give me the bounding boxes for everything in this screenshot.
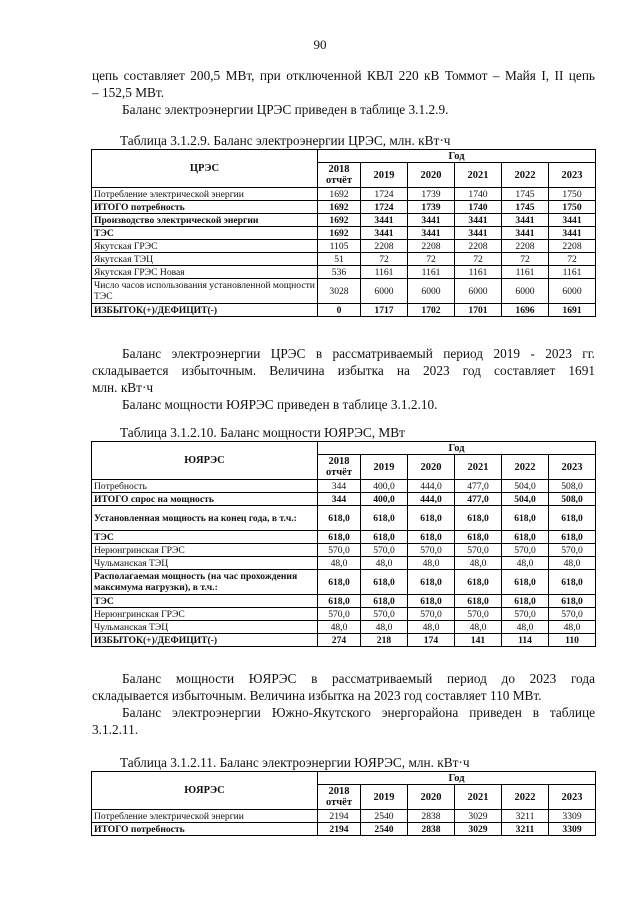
- table-row: [92, 266, 596, 279]
- paragraph-line: складывается избыточным. Величина избытка на 2023 год составляет 1691: [92, 363, 595, 378]
- table-cell: 0: [318, 304, 361, 317]
- table-cell: 1692: [318, 214, 361, 227]
- table-cell: 504,0: [502, 493, 549, 506]
- table-cell: 508,0: [549, 493, 596, 506]
- table-cell: 570,0: [318, 544, 361, 557]
- table-cell: 48,0: [361, 557, 408, 570]
- table-cell: 618,0: [408, 570, 455, 595]
- table-cell: 1739: [408, 201, 455, 214]
- row-label: ИТОГО спрос на мощность: [92, 493, 318, 506]
- table-row: [92, 506, 596, 531]
- paragraph-line: Баланс электроэнергии ЦРЭС в рассматриваемый период 2019 - 2023 гг.: [122, 346, 595, 361]
- table-row-header: ЮЯРЭС: [92, 442, 318, 480]
- year-header: 2020: [408, 785, 455, 810]
- table-cell: 3441: [549, 227, 596, 240]
- table-cell: 1161: [361, 266, 408, 279]
- table-cell: 48,0: [408, 557, 455, 570]
- table-row-header: ЦРЭС: [92, 150, 318, 188]
- paragraph: Баланс электроэнергии ЦРЭС приведен в таблице 3.1.2.9.: [122, 102, 449, 117]
- table-row: [92, 810, 596, 823]
- table-cell: 72: [361, 253, 408, 266]
- table-cell: 48,0: [549, 557, 596, 570]
- table-cell: 3441: [502, 227, 549, 240]
- table-cell: 2838: [408, 823, 455, 836]
- row-label: Чульманская ТЭЦ: [92, 621, 318, 634]
- table-cell: 618,0: [361, 595, 408, 608]
- table-cell: 1696: [502, 304, 549, 317]
- table-cell: 1745: [502, 201, 549, 214]
- table-row: [92, 188, 596, 201]
- year-header: 2021: [455, 785, 502, 810]
- table-row: [92, 304, 596, 317]
- table-cell: 3211: [502, 810, 549, 823]
- table-cell: 1740: [455, 188, 502, 201]
- table-cell: 48,0: [502, 557, 549, 570]
- row-label: ТЭС: [92, 595, 318, 608]
- year-header: 2019: [361, 163, 408, 188]
- table-cell: 3441: [361, 214, 408, 227]
- table-cell: 3441: [408, 214, 455, 227]
- table-cell: 6000: [361, 279, 408, 304]
- table-cell: 72: [455, 253, 502, 266]
- table-row: [92, 240, 596, 253]
- page-number: 90: [313, 37, 327, 52]
- table-cell: 400,0: [361, 480, 408, 493]
- table-cell: 444,0: [408, 480, 455, 493]
- paragraph-line: цепь составляет 200,5 МВт, при отключенной КВЛ 220 кВ Томмот – Майя I, II цепь: [92, 68, 595, 83]
- year-header: 2019: [361, 455, 408, 480]
- table-syares-energy-balance: [91, 771, 596, 836]
- table-cell: 618,0: [318, 570, 361, 595]
- table-cell: 2208: [502, 240, 549, 253]
- table-cell: 2208: [408, 240, 455, 253]
- table-cell: 2540: [361, 810, 408, 823]
- year-header: 2018 отчёт: [318, 163, 361, 188]
- table-cell: 570,0: [361, 608, 408, 621]
- paragraph-line: Баланс электроэнергии Южно-Якутского энергорайона приведен в таблице: [122, 705, 595, 720]
- table-cell: 618,0: [318, 595, 361, 608]
- table-cell: 618,0: [318, 506, 361, 531]
- table-cell: 1740: [455, 201, 502, 214]
- table-cell: 1692: [318, 201, 361, 214]
- table-cell: 1701: [455, 304, 502, 317]
- table-cell: 1745: [502, 188, 549, 201]
- year-header: 2020: [408, 163, 455, 188]
- row-label: Якутская ГРЭС Новая: [92, 266, 318, 279]
- table-cell: 1691: [549, 304, 596, 317]
- table-cell: 1750: [549, 201, 596, 214]
- row-label: Число часов использования установленной мощности ТЭС: [92, 279, 318, 304]
- table-cell: 48,0: [361, 621, 408, 634]
- paragraph-line: 3.1.2.11.: [92, 722, 139, 737]
- table-cell: 1161: [549, 266, 596, 279]
- table-cell: 504,0: [502, 480, 549, 493]
- table-row: [92, 227, 596, 240]
- table-row: [92, 823, 596, 836]
- table-row: [92, 201, 596, 214]
- table-cell: 618,0: [502, 506, 549, 531]
- year-header: 2023: [549, 163, 596, 188]
- year-header: 2018 отчёт: [318, 455, 361, 480]
- table-row: [92, 557, 596, 570]
- table-cell: 618,0: [455, 595, 502, 608]
- table-cell: 344: [318, 493, 361, 506]
- table-cell: 1724: [361, 188, 408, 201]
- table-cell: 2194: [318, 823, 361, 836]
- table-cell: 3441: [455, 214, 502, 227]
- table-cell: 2208: [361, 240, 408, 253]
- table-year-group-header: Год: [318, 442, 596, 455]
- table-cell: 3441: [549, 214, 596, 227]
- table-cell: 570,0: [549, 608, 596, 621]
- paragraph-line: млн. кВт·ч: [92, 380, 154, 395]
- table-cell: 508,0: [549, 480, 596, 493]
- table-row: [92, 480, 596, 493]
- table-cell: 1692: [318, 227, 361, 240]
- table-cell: 3441: [502, 214, 549, 227]
- table-cell: 48,0: [455, 621, 502, 634]
- year-header: 2023: [549, 785, 596, 810]
- table-cell: 618,0: [455, 506, 502, 531]
- table-cell: 3441: [455, 227, 502, 240]
- table-cell: 48,0: [318, 557, 361, 570]
- table-caption-1: Таблица 3.1.2.9. Баланс электроэнергии ЦРЭС, млн. кВт·ч: [120, 133, 451, 148]
- table-cell: 570,0: [502, 608, 549, 621]
- table-cell: 444,0: [408, 493, 455, 506]
- table-cell: 51: [318, 253, 361, 266]
- row-label: ТЭС: [92, 531, 318, 544]
- table-cell: 110: [549, 634, 596, 647]
- table-cell: 2208: [455, 240, 502, 253]
- row-label: ИТОГО потребность: [92, 201, 318, 214]
- row-label: Потребление электрической энергии: [92, 810, 318, 823]
- table-cell: 3029: [455, 810, 502, 823]
- table-cell: 618,0: [549, 531, 596, 544]
- table-cell: 570,0: [549, 544, 596, 557]
- table-row: [92, 608, 596, 621]
- table-row: [92, 214, 596, 227]
- table-cell: 536: [318, 266, 361, 279]
- table-crec-energy-balance: [91, 149, 596, 317]
- table-row: [92, 544, 596, 557]
- row-label: Нерюнгринская ГРЭС: [92, 608, 318, 621]
- table-cell: 1161: [455, 266, 502, 279]
- table-cell: 141: [455, 634, 502, 647]
- table-year-group-header: Год: [318, 150, 596, 163]
- year-header: 2021: [455, 163, 502, 188]
- table-cell: 3441: [408, 227, 455, 240]
- table-cell: 72: [502, 253, 549, 266]
- row-label: Чульманская ТЭЦ: [92, 557, 318, 570]
- table-cell: 570,0: [408, 608, 455, 621]
- row-label: Располагаемая мощность (на час прохождения максимума нагрузки), в т.ч.:: [92, 570, 318, 595]
- table-row-header: ЮЯРЭС: [92, 772, 318, 810]
- table-row: [92, 621, 596, 634]
- table-cell: 618,0: [549, 595, 596, 608]
- table-cell: 400,0: [361, 493, 408, 506]
- table-cell: 3028: [318, 279, 361, 304]
- year-header: 2021: [455, 455, 502, 480]
- table-cell: 3309: [549, 810, 596, 823]
- table-row: [92, 570, 596, 595]
- table-cell: 274: [318, 634, 361, 647]
- year-header: 2022: [502, 163, 549, 188]
- table-year-group-header: Год: [318, 772, 596, 785]
- table-cell: 618,0: [408, 531, 455, 544]
- table-row: [92, 493, 596, 506]
- table-row: [92, 279, 596, 304]
- table-cell: 570,0: [361, 544, 408, 557]
- table-cell: 618,0: [549, 570, 596, 595]
- table-cell: 618,0: [408, 595, 455, 608]
- table-cell: 48,0: [549, 621, 596, 634]
- table-caption-2: Таблица 3.1.2.10. Баланс мощности ЮЯРЭС, МВт: [120, 425, 405, 440]
- table-cell: 3029: [455, 823, 502, 836]
- table-cell: 570,0: [408, 544, 455, 557]
- table-cell: 570,0: [455, 608, 502, 621]
- table-cell: 48,0: [408, 621, 455, 634]
- table-cell: 3441: [361, 227, 408, 240]
- table-cell: 618,0: [549, 506, 596, 531]
- row-label: ИТОГО потребность: [92, 823, 318, 836]
- table-cell: 6000: [455, 279, 502, 304]
- table-cell: 618,0: [318, 531, 361, 544]
- row-label: ИЗБЫТОК(+)/ДЕФИЦИТ(-): [92, 634, 318, 647]
- table-cell: 1739: [408, 188, 455, 201]
- table-row: [92, 253, 596, 266]
- row-label: Установленная мощность на конец года, в т.ч.:: [92, 506, 318, 531]
- row-label: ТЭС: [92, 227, 318, 240]
- table-cell: 1161: [502, 266, 549, 279]
- table-cell: 1724: [361, 201, 408, 214]
- table-cell: 618,0: [361, 570, 408, 595]
- table-cell: 48,0: [455, 557, 502, 570]
- table-cell: 570,0: [455, 544, 502, 557]
- table-cell: 477,0: [455, 493, 502, 506]
- table-cell: 48,0: [502, 621, 549, 634]
- table-cell: 1702: [408, 304, 455, 317]
- year-header: 2023: [549, 455, 596, 480]
- year-header: 2022: [502, 455, 549, 480]
- row-label: ИЗБЫТОК(+)/ДЕФИЦИТ(-): [92, 304, 318, 317]
- year-header: 2019: [361, 785, 408, 810]
- table-cell: 1717: [361, 304, 408, 317]
- table-cell: 2194: [318, 810, 361, 823]
- table-cell: 1692: [318, 188, 361, 201]
- table-cell: 344: [318, 480, 361, 493]
- table-cell: 2208: [549, 240, 596, 253]
- table-cell: 618,0: [502, 570, 549, 595]
- table-cell: 72: [408, 253, 455, 266]
- table-cell: 218: [361, 634, 408, 647]
- year-header: 2022: [502, 785, 549, 810]
- row-label: Якутская ТЭЦ: [92, 253, 318, 266]
- table-cell: 618,0: [361, 531, 408, 544]
- table-row: [92, 531, 596, 544]
- table-cell: 6000: [502, 279, 549, 304]
- paragraph-line: Баланс мощности ЮЯРЭС в рассматриваемый период до 2023 года: [122, 671, 595, 686]
- year-header: 2020: [408, 455, 455, 480]
- row-label: Якутская ГРЭС: [92, 240, 318, 253]
- table-cell: 1105: [318, 240, 361, 253]
- table-cell: 570,0: [318, 608, 361, 621]
- year-header: 2018 отчёт: [318, 785, 361, 810]
- table-row: [92, 595, 596, 608]
- table-cell: 3309: [549, 823, 596, 836]
- table-cell: 6000: [549, 279, 596, 304]
- table-cell: 618,0: [361, 506, 408, 531]
- table-cell: 2838: [408, 810, 455, 823]
- table-cell: 618,0: [502, 595, 549, 608]
- row-label: Нерюнгринская ГРЭС: [92, 544, 318, 557]
- table-cell: 2540: [361, 823, 408, 836]
- paragraph-line: складывается избыточным. Величина избытка на 2023 год составляет 110 МВт.: [92, 688, 542, 703]
- table-cell: 618,0: [408, 506, 455, 531]
- table-cell: 618,0: [455, 531, 502, 544]
- table-cell: 3211: [502, 823, 549, 836]
- row-label: Производство электрической энергии: [92, 214, 318, 227]
- table-cell: 477,0: [455, 480, 502, 493]
- paragraph: Баланс мощности ЮЯРЭС приведен в таблице 3.1.2.10.: [122, 397, 438, 412]
- table-cell: 1750: [549, 188, 596, 201]
- table-cell: 174: [408, 634, 455, 647]
- table-cell: 1161: [408, 266, 455, 279]
- table-cell: 48,0: [318, 621, 361, 634]
- row-label: Потребление электрической энергии: [92, 188, 318, 201]
- table-cell: 618,0: [455, 570, 502, 595]
- table-cell: 6000: [408, 279, 455, 304]
- table-cell: 618,0: [502, 531, 549, 544]
- paragraph-line: – 152,5 МВт.: [92, 85, 165, 100]
- row-label: Потребность: [92, 480, 318, 493]
- table-cell: 570,0: [502, 544, 549, 557]
- table-caption-3: Таблица 3.1.2.11. Баланс электроэнергии ЮЯРЭС, млн. кВт·ч: [120, 755, 470, 770]
- table-cell: 72: [549, 253, 596, 266]
- table-cell: 114: [502, 634, 549, 647]
- table-row: [92, 634, 596, 647]
- table-syares-power-balance: [91, 441, 596, 647]
